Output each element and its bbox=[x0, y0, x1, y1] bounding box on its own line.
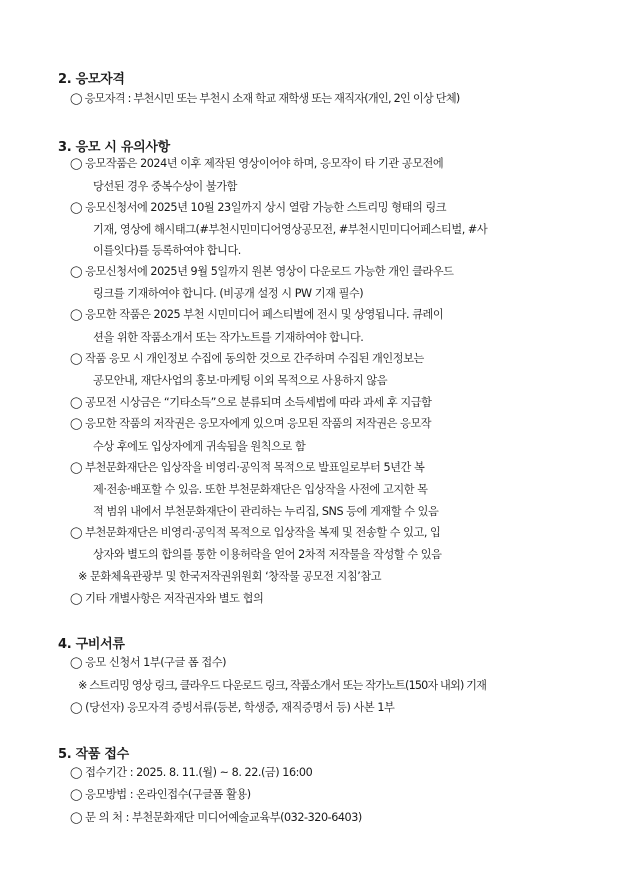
notes-line: 이를잇다)를 등록하여야 합니다. bbox=[93, 244, 241, 257]
notes-line: ◯ 작품 응모 시 개인정보 수집에 동의한 것으로 간주하며 수집된 개인정보는 bbox=[70, 352, 424, 365]
documents-note: ※ 스트리밍 영상 링크, 클라우드 다운로드 링크, 작품소개서 또는 작가노트(150자 내외) 기재 bbox=[78, 679, 487, 692]
eligibility-line: ◯ 응모자격 : 부천시민 또는 부천시 소재 학교 재학생 또는 재직자(개인, 2인 이상 단체) bbox=[70, 92, 460, 105]
notes-reference-note: ※ 문화체육관광부 및 한국저작권위원회 ‘창작물 공모전 지침’참고 bbox=[78, 570, 382, 583]
notes-line: ◯ 응모한 작품의 저작권은 응모자에게 있으며 응모된 작품의 저작권은 응모작 bbox=[70, 417, 432, 430]
notes-line: ◯ 부천문화재단은 입상작을 비영리·공익적 목적으로 발표일로부터 5년간 복 bbox=[70, 461, 425, 474]
notes-line: ◯ 공모전 시상금은 “기타소득”으로 분류되며 소득세법에 따라 과세 후 지급함 bbox=[70, 396, 432, 409]
section-heading-notes: 3. 응모 시 유의사항 bbox=[58, 140, 170, 155]
notes-line: ◯ 응모신청서에 2025년 9월 5일까지 원본 영상이 다운로드 가능한 개인 클라우드 bbox=[70, 265, 454, 278]
notes-line: 상자와 별도의 합의를 통한 이용허락을 얻어 2차적 저작물을 작성할 수 있음 bbox=[93, 548, 442, 561]
notes-line: ◯ 응모한 작품은 2025 부천 시민미디어 페스티벌에 전시 및 상영됩니다. 큐레이 bbox=[70, 308, 444, 321]
notes-line: 당선된 경우 중복수상이 불가함 bbox=[93, 180, 237, 193]
submission-line: ◯ 문 의 처 : 부천문화재단 미디어예술교육부(032-320-6403) bbox=[70, 811, 362, 824]
submission-line: ◯ 응모방법 : 온라인접수(구글폼 활용) bbox=[70, 788, 251, 801]
section-heading-documents: 4. 구비서류 bbox=[58, 637, 125, 652]
notes-line: ◯ 기타 개별사항은 저작권자와 별도 협의 bbox=[70, 592, 264, 605]
notes-line: 션을 위한 작품소개서 또는 작가노트를 기재하여야 합니다. bbox=[93, 331, 364, 344]
documents-line: ◯ 응모 신청서 1부(구글 폼 접수) bbox=[70, 656, 227, 669]
submission-line: ◯ 접수기간 : 2025. 8. 11.(월) ~ 8. 22.(금) 16:00 bbox=[70, 766, 313, 779]
section-heading-submission: 5. 작품 접수 bbox=[58, 747, 129, 762]
notes-line: 수상 후에도 입상자에게 귀속됨을 원칙으로 함 bbox=[93, 440, 306, 453]
notes-line: ◯ 부천문화재단은 비영리·공익적 목적으로 입상작을 복제 및 전송할 수 있고, 입 bbox=[70, 526, 441, 539]
notes-line: 링크를 기재하여야 합니다. (비공개 설정 시 PW 기재 필수) bbox=[93, 287, 364, 300]
notes-line: 기재, 영상에 해시태그(#부천시민미디어영상공모전, #부천시민미디어페스티벌, #사 bbox=[93, 223, 488, 236]
notes-line: 공모안내, 재단사업의 홍보·마케팅 이외 목적으로 사용하지 않음 bbox=[93, 374, 388, 387]
notes-line: ◯ 응모신청서에 2025년 10월 23일까지 상시 열람 가능한 스트리밍 형태의 링크 bbox=[70, 201, 447, 214]
documents-line: ◯ (당선자) 응모자격 증빙서류(등본, 학생증, 재직증명서 등) 사본 1부 bbox=[70, 701, 395, 714]
notes-line: ◯ 응모작품은 2024년 이후 제작된 영상이어야 하며, 응모작이 타 기관 공모전에 bbox=[70, 157, 444, 170]
section-heading-eligibility: 2. 응모자격 bbox=[58, 72, 125, 87]
notes-line: 제·전송·배포할 수 있음. 또한 부천문화재단은 입상작을 사전에 고지한 목 bbox=[93, 483, 428, 496]
notes-line: 적 범위 내에서 부천문화재단이 관리하는 누리집, SNS 등에 게재할 수 있음 bbox=[93, 505, 439, 518]
